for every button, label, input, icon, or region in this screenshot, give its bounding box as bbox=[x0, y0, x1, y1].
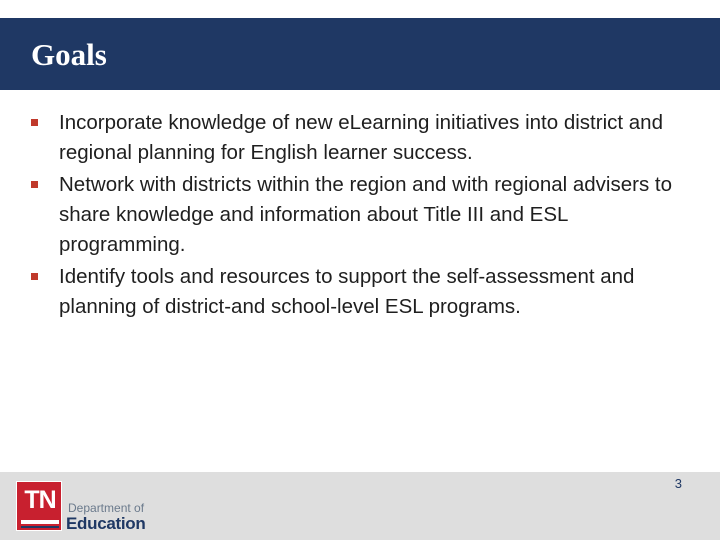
goal-text: Identify tools and resources to support the self-assessment and planning of district-and school-level ESL programs. bbox=[59, 265, 635, 318]
slide-title: Goals bbox=[31, 37, 107, 72]
goal-item bbox=[31, 108, 681, 168]
goal-item bbox=[31, 170, 681, 260]
logo-name-text: Education bbox=[66, 514, 146, 533]
goal-list bbox=[31, 108, 681, 324]
title-bar bbox=[0, 18, 720, 90]
tn-education-logo bbox=[16, 481, 156, 533]
goal-text: Incorporate knowledge of new eLearning initiatives into district and regional planning for English learner success. bbox=[59, 111, 663, 164]
page-number: 3 bbox=[674, 476, 682, 491]
goal-text: Network with districts within the region and with regional advisers to share knowledge and information about Title III and ESL programming. bbox=[59, 173, 672, 256]
logo-dept-text: Department of bbox=[68, 501, 145, 515]
square-bullet-icon bbox=[31, 273, 38, 280]
square-bullet-icon bbox=[31, 119, 38, 126]
tn-state-icon bbox=[16, 481, 62, 531]
tn-logo-text: TN bbox=[24, 486, 56, 514]
goal-item bbox=[31, 262, 681, 322]
square-bullet-icon bbox=[31, 181, 38, 188]
